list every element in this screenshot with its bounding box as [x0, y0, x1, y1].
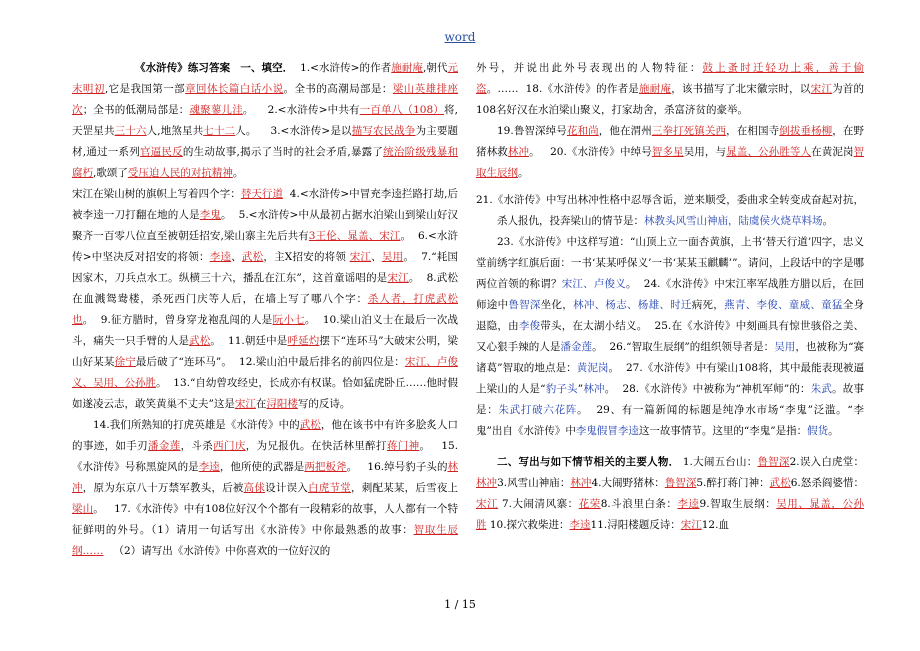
- question-text: ,它是我国第一部: [104, 83, 186, 95]
- answer: 统治阶级残暴和腐朽: [72, 146, 458, 179]
- question-text: 20.《水浒传》中绰号: [550, 146, 652, 158]
- question-text: ”: [577, 383, 584, 395]
- answer: 呼延灼: [287, 335, 320, 347]
- answer: 高俅: [243, 482, 266, 494]
- answer: 林冲: [72, 461, 458, 494]
- question-text: 宋江在梁山树的旗帜上写着四个字：: [72, 188, 241, 200]
- answer: 元末明初: [72, 62, 458, 95]
- answer: 三拳打死镇关西: [651, 125, 727, 137]
- answer: 鲁智深: [757, 456, 790, 468]
- question-text: 5.<水浒传>中从最初占据水泊梁山到梁山好汉聚齐一百零八位直至被朝廷招安,梁山寨主先后共有: [72, 209, 458, 242]
- question-text: 12.梁山泊中最后排名的前四位是：: [239, 356, 405, 368]
- question-text: 6.<水浒传>中坚决反对招安的将领：: [72, 230, 458, 263]
- right-column: [476, 58, 864, 590]
- question-text: 的生动故事,揭示了当时的社会矛盾,暴露了: [182, 146, 384, 158]
- question-text: ，斗杀: [180, 440, 214, 452]
- answer: 武松: [241, 251, 264, 263]
- question-text: 25.在《水浒传》中刻画具有惊世骇俗之美、又心狠手辣的人是: [476, 320, 864, 353]
- question-text: 26.“智取生辰纲”的组织领导者是：: [609, 341, 775, 353]
- answer: 3王伦、晁盖、宋江: [308, 230, 401, 242]
- question-text: 11.朝廷中是: [228, 335, 288, 347]
- answer: 替天行道: [240, 188, 284, 200]
- questions-paragraph: 19.鲁智深绰号花和尚，他在渭州三拳打死镇关西，在相国寺倒拔垂杨柳，在野猪林救林冲。 20.《水浒传》中绰号智多星吴用，与晁盖、公孙胜等人在黄泥岗智取生辰纲。: [476, 125, 864, 179]
- answer: 吴用: [381, 251, 404, 263]
- question-text: 12.血: [701, 519, 729, 531]
- question-text: 23.《水浒传》中这样写道：“山顶上立一面杏黄旗，上书‘替天行道’四字，忠义堂前绣字红旗后面：一书‘某某呼保义’一书‘某某玉麒麟’”。请问，上段话中的字是哪两位首领的称谓？: [476, 236, 864, 290]
- question-text: 全身退隐，由: [476, 299, 864, 332]
- question-text: 写的反诗。: [297, 398, 351, 410]
- answer: 梁山: [72, 503, 94, 515]
- answer: 吴用、晁盖，公孙胜: [476, 498, 864, 531]
- questions-paragraph: 23.《水浒传》中这样写道：“山顶上立一面杏黄旗，上书‘替天行道’四字，忠义堂前绣字红旗后面：一书‘某某呼保义’一书‘某某玉麒麟’”。请问，上段话中的字是哪两位首领的称谓？宋江、卢俊义。 24.《水浒传》中宋江率军战胜方腊以后，在回师途中鲁智深坐化，林冲、杨志、杨雄、时迁病死，燕青、李俊、童威、童猛全身退隐，由李俊带头，在太湖小结义。 25.在《水浒传》中刻画具有惊世骇俗之美、又心狠手辣的人是潘金莲。 26.“智取生辰纲”的组织领导者是：吴用，也被称为“赛诸葛”智取的地点是：黄泥岗。 27.《水浒传》中有梁山108将，其中最能表现被逼上梁山的人是“豹子头”林冲。 28.《水浒传》中被称为“神机军师”的：朱武。故事是：朱武打破六花阵。 29、有一篇新闻的标题是纯净水市场“李鬼”泛滥。“李鬼”出自《水浒传》中李鬼假冒李逵这一故事情节。这里的“李鬼”是指：假货。: [476, 236, 864, 437]
- answer: 魂聚蓼儿洼: [189, 104, 243, 116]
- question-text: 7.“耗国因家木，刀兵点水工。纵横三十六，播乱在江东”，这首童谣唱的是: [72, 251, 458, 284]
- answer: 武松: [769, 477, 791, 489]
- answer: 林教头风雪山神庙，陆虞侯火烧草料场: [644, 215, 823, 227]
- question-text: 。: [242, 104, 254, 116]
- section-heading: 一、填空．: [240, 62, 294, 74]
- answer: 晁盖、公孙胜等人: [726, 146, 812, 158]
- question-text: 最后破了“连环马”。: [135, 356, 233, 368]
- answer: 林冲: [476, 477, 498, 489]
- answer: 宋江: [810, 83, 833, 95]
- question-text: 21.《水浒传》中写出林冲性格中忍辱含诟，逆来顺受，委曲求全转变成奋起对抗，杀人报仇，投奔梁山的情节是：: [476, 194, 864, 227]
- answer: 林冲: [583, 383, 605, 395]
- question-text: 1.<水浒传>的作者: [300, 62, 392, 74]
- answer: 李鬼假冒李逵: [575, 425, 639, 437]
- questions-paragraph: 宋江在梁山树的旗帜上写着四个字：替天行道 4.<水浒传>中冒充李逵拦路打劫,后被李逵一刀打翻在地的人是李鬼。 5.<水浒传>中从最初占据水泊梁山到梁山好汉聚齐一百零八位直至被朝廷招安,梁山寨主先后共有3王伦、晁盖、宋江。 6.<水浒传>中坚决反对招安的将领：李逵、武松，主X招安的将领 宋江、吴用。 7.“耗国因家木，刀兵点水工。纵横三十六，播乱在江东”，这首童谣唱的是宋江。 8.武松在血溅鸳鸯楼，杀死西门庆等人后，在墙上写了哪八个字：杀人者，打虎武松也。 9.征方腊时，曾身穿龙袍乱闯的人是阮小七。 10.梁山泊义士在最后一次战斗，痛失一只手臂的人是武松。 11.朝廷中是呼延灼摆下“连环马”大破宋公明，梁山好某某徐宁最后破了“连环马”。 12.梁山泊中最后排名的前四位是：宋江、卢俊义、吴用、公孙胜。 13.“自幼曾攻经史，长成亦有权谋。恰如猛虎卧丘……他时假如遂凌云志，敢笑黄巢不丈夫”这是宋江在浔阳楼写的反诗。: [72, 188, 458, 410]
- answer: 施耐庵: [639, 83, 672, 95]
- question-text: ,朝代: [422, 62, 448, 74]
- section-heading: 二、写出与如下情节相关的主要人物．: [497, 456, 680, 468]
- answer: 林冲、杨志、杨雄、时迁: [573, 299, 692, 311]
- question-text: 2.误入白虎堂：: [789, 456, 864, 468]
- question-text: ，他在该书中有许多脍炙人口的事迹，如手刃: [72, 419, 458, 452]
- question-text: 14.我们所熟知的打虎英雄是《水浒传》中的: [93, 419, 300, 431]
- question-text: ；全书的低潮局部是：: [82, 104, 190, 116]
- questions-paragraph: 14.我们所熟知的打虎英雄是《水浒传》中的武松，他在该书中有许多脍炙人口的事迹，如手刃潘金莲，斗杀西门庆，为兄报仇。在快活林里醉打蒋门神。 15.《水浒传》号称黑旋风的是李逵，他所使的武器是两把板斧。 16.绰号豹子头的林冲，原为东京八十万禁军教头，后被高俅设计误入白虎节堂，刺配某某，后雪夜上梁山。 17.《水浒传》中有108位好汉个个都有一段精彩的故事，人人都有一个特征鲜明的外号。（1）请用一句话写出《水浒传》中你最熟悉的故事：智取生辰纲…… （2）请写出《水浒传》中你喜欢的一位好汉的: [72, 419, 458, 557]
- answer: 朱武打破六花阵: [498, 404, 578, 416]
- question-text: ，刺配某某，后雪夜上: [350, 482, 458, 494]
- question-text: 27.《水浒传》中有梁山108将，其中最能表现被逼上梁山的人是“: [476, 362, 864, 395]
- question-text: 设计误入: [265, 482, 309, 494]
- question-text: ，他所使的武器是: [219, 461, 305, 473]
- answer: 智多星: [651, 146, 684, 158]
- question-text: 。……: [486, 83, 519, 95]
- question-text: ，原为东京八十万禁军教头，后被: [82, 482, 244, 494]
- question-text: 病死，: [691, 299, 725, 311]
- question-text: 为主要题材,通过一系列: [72, 125, 458, 158]
- question-text: 19.鲁智深绰号: [497, 125, 567, 137]
- page-header-word-link[interactable]: word: [444, 30, 476, 44]
- question-text: 8.斗浪里白条：: [600, 498, 678, 510]
- answer: 一百单八（108）: [359, 104, 444, 116]
- question-text: 吴用，与: [683, 146, 727, 158]
- answer: 吴用: [774, 341, 796, 353]
- answer: 宋江: [680, 519, 702, 531]
- question-text: 3.<水浒传>是以: [270, 125, 352, 137]
- answer: 鲁智深: [508, 299, 541, 311]
- answer: 两把板斧: [304, 461, 347, 473]
- question-text: 7.大闹清风寨：: [501, 498, 579, 510]
- question-text: ,歌颂了: [93, 167, 128, 179]
- answer: 李逵: [209, 251, 232, 263]
- answer: 假货: [807, 425, 829, 437]
- question-text: 28.《水浒传》中被称为“神机军师”的：: [622, 383, 811, 395]
- section-1-paragraph: [72, 58, 458, 184]
- answer: 七十二: [203, 125, 236, 137]
- answer: 徐宁: [114, 356, 136, 368]
- question-text: 外号，并说出此外号表现出的人物特征：: [476, 62, 703, 74]
- question-text: 8.武松在血溅鸳鸯楼，杀死西门庆等人后，在墙上写了哪八个字：: [72, 272, 458, 305]
- answer: 智取生辰纲……: [72, 524, 458, 557]
- answer: 受压迫人民的对抗精神: [127, 167, 233, 179]
- answer: 潘金莲: [148, 440, 181, 452]
- question-text: 。故事是：: [476, 383, 864, 416]
- question-text: ，主X招安的将领: [263, 251, 347, 263]
- answer: 宋江、卢俊义、吴用、公孙胜: [72, 356, 458, 389]
- question-text: 11.浔阳楼题反诗：: [590, 519, 681, 531]
- question-text: ，为兄报仇。在快活林里醉打: [245, 440, 387, 452]
- answer: 潘金莲: [560, 341, 593, 353]
- question-text: 人,地煞星共: [146, 125, 204, 137]
- question-text: 为首的108名好汉在水泊梁山聚义，打家劫舍，杀富济贫的豪举。: [476, 83, 864, 116]
- question-text: 坐化，: [540, 299, 574, 311]
- answer: 浔阳楼: [266, 398, 298, 410]
- left-column: [72, 58, 458, 590]
- question-text: 在: [255, 398, 267, 410]
- question-text: 、: [231, 251, 242, 263]
- question-text: 24.《水浒传》中宋江率军战胜方腊以后，在回师途中: [476, 278, 864, 311]
- question-text: （2）请写出《水浒传》中你喜欢的一位好汉的: [113, 545, 331, 557]
- answer: 李逵: [569, 519, 591, 531]
- answer: 智取生辰纲: [476, 146, 864, 179]
- answer: 宋江、卢俊义: [561, 278, 626, 290]
- answer: 花荣: [578, 498, 601, 510]
- answer: 宋江: [349, 251, 372, 263]
- question-text: 。全书的高潮局部是：: [283, 83, 393, 95]
- answer: 燕青、李俊、童威、童猛: [724, 299, 843, 311]
- answer: 施耐庵: [391, 62, 423, 74]
- question-text: 29、有一篇新闻的标题是纯净水市场“李鬼”泛滥。“李鬼”出自《水浒传》中: [476, 404, 864, 437]
- question-text: 17.《水浒传》中有108位好汉个个都有一段精彩的故事，人人都有一个特征鲜明的外号。（1）请用一句话写出《水浒传》中你最熟悉的故事：: [72, 503, 458, 536]
- answer: 林冲: [570, 477, 592, 489]
- question-text: 5.醉打蒋门神：: [696, 477, 770, 489]
- answer: 蒋门神: [386, 440, 420, 452]
- question-21: 21.《水浒传》中写出林冲性格中忍辱含诟，逆来顺受，委曲求全转变成奋起对抗，杀人报仇，投奔梁山的情节是：林教头风雪山神庙，陆虞侯火烧草料场。: [476, 194, 864, 227]
- answer: 鼓上蚤时迁轻功上乘，善于偷盗: [476, 62, 864, 95]
- question-text: 3.风雪山神庙：: [497, 477, 571, 489]
- answer: 李鬼: [199, 209, 222, 221]
- answer: 武松: [299, 419, 321, 431]
- question-text: 。: [232, 167, 244, 179]
- question-text: 在黄泥岗: [811, 146, 854, 158]
- question-text: 15.《水浒传》号称黑旋风的是: [72, 440, 458, 473]
- answer: 阮小七: [272, 314, 305, 326]
- answer: 杀人者，打虎武松也: [72, 293, 458, 326]
- page-number: 1 / 15: [444, 598, 476, 611]
- question-text: 9.征方腊时，曾身穿龙袍乱闯的人是: [100, 314, 273, 326]
- question-text: 带头，在太湖小结义。: [540, 320, 648, 332]
- answer: 宋江: [476, 498, 499, 510]
- question-text: 摆下“连环马”大破宋公明，梁山好某某: [72, 335, 458, 368]
- question-text: ，也被称为“赛诸葛”智取的地点是：: [476, 341, 864, 374]
- question-text: 。: [346, 461, 358, 473]
- answer: 黄泥岗: [576, 362, 609, 374]
- answer: 武松: [189, 335, 211, 347]
- questions-paragraph: [476, 58, 864, 121]
- question-text: 2.<水浒传>中共有: [267, 104, 360, 116]
- answer: 豹子头: [545, 383, 578, 395]
- answer: 官逼民反: [139, 146, 183, 158]
- answer: 李逵: [677, 498, 700, 510]
- question-text: 4.<水浒传>中冒充李逵拦路打劫,后被李逵一刀打翻在地的人是: [72, 188, 458, 221]
- question-text: 16.绰号豹子头的: [367, 461, 448, 473]
- question-text: 4.大闹野猪林：: [591, 477, 665, 489]
- answer: 李俊: [518, 320, 541, 332]
- question-text: 1.大闹五台山：: [682, 456, 758, 468]
- question-text: 6.怒杀阎婆惜：: [790, 477, 864, 489]
- question-text: 18.《水浒传》的作者是: [525, 83, 640, 95]
- answer: 宋江: [234, 398, 256, 410]
- answer: 倒拔垂杨柳: [779, 125, 833, 137]
- answer: 白虎节堂: [308, 482, 351, 494]
- answer: 鲁智深: [664, 477, 697, 489]
- answer: 宋江: [387, 272, 409, 284]
- answer: 朱武: [810, 383, 833, 395]
- question-text: 人。: [235, 125, 257, 137]
- question-text: ，在相国寺: [726, 125, 780, 137]
- answer: 李逵: [198, 461, 220, 473]
- answer: 林冲: [507, 146, 530, 158]
- question-text: 这一故事情节。这里的“李鬼”是指：: [638, 425, 808, 437]
- answer: 三十六: [114, 125, 147, 137]
- question-text: 13.“自幼曾攻经史，长成亦有权谋。恰如猛虎卧丘……他时假如遂凌云志，敢笑黄巢不丈夫”这是: [72, 377, 458, 410]
- document-title: 《水浒传》练习答案: [135, 62, 231, 74]
- question-text: ，在野猪林救: [476, 125, 864, 158]
- answer: 梁山英雄排座次: [72, 83, 458, 116]
- answer: 花和尚: [566, 125, 599, 137]
- answer: 章回体长篇白话小说: [185, 83, 284, 95]
- question-text: 9.智取生辰纲：: [699, 498, 777, 510]
- answer: 描写农民战争: [351, 125, 416, 137]
- question-text: ，他在渭州: [598, 125, 652, 137]
- answer: 西门庆: [213, 440, 246, 452]
- section-2-paragraph: [476, 452, 864, 536]
- question-text: ，该书描写了北宋徽宗时，以: [671, 83, 811, 95]
- question-text: 将,天罡星共: [72, 104, 458, 137]
- question-text: 10.梁山泊义士在最后一次战斗，痛失一只手臂的人是: [72, 314, 458, 347]
- question-text: 10.探穴救柴进：: [489, 519, 570, 531]
